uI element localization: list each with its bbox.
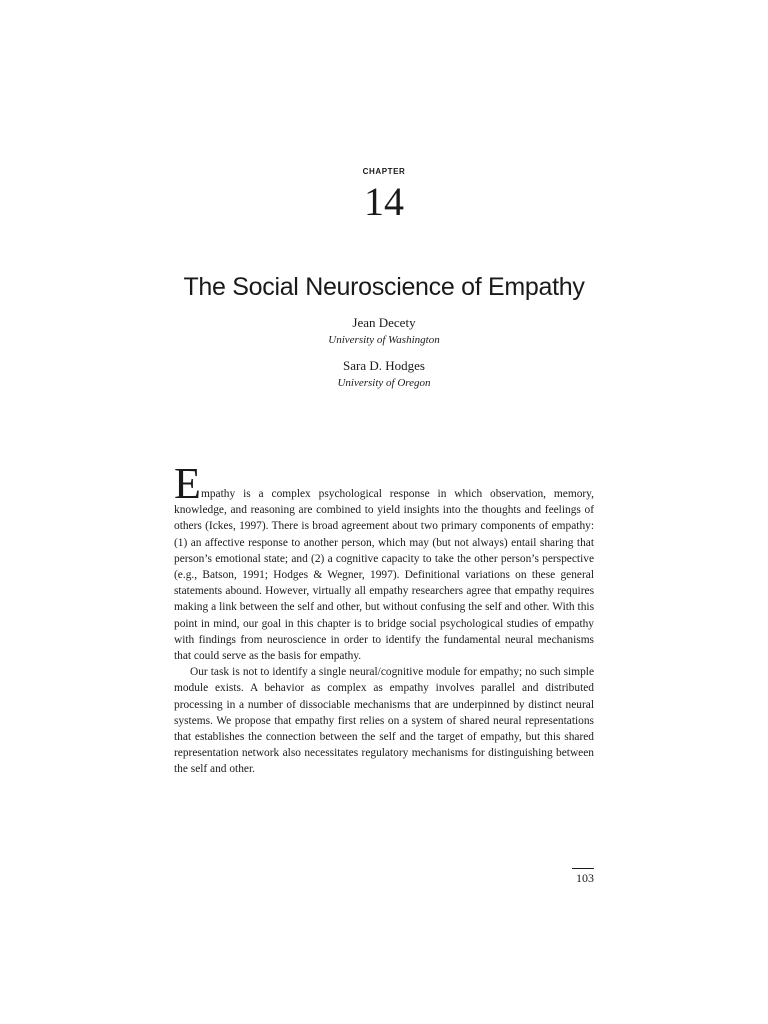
chapter-label: CHAPTER bbox=[362, 167, 406, 176]
body-text bbox=[174, 486, 594, 778]
page-number: 103 bbox=[576, 871, 594, 885]
paragraph-2: Our task is not to identify a single neural/cognitive module for empathy; no such simple module exists. A behavior as complex as empathy involves parallel and distributed processing in a number of dissociable mechanisms that are underpinned by distinct neural systems. We propose that empathy first relies on a system of shared neural representations that establishes the connection between the self and the target of empathy, but this shared representation network also necessitates regulatory mechanisms for distinguishing between the self and other. bbox=[174, 666, 594, 776]
chapter-number: 14 bbox=[364, 179, 404, 224]
author-affiliation-1: University of Washington bbox=[328, 334, 440, 346]
page-number-rule bbox=[572, 868, 594, 869]
drop-cap: E bbox=[174, 459, 201, 508]
chapter-title: The Social Neuroscience of Empathy bbox=[183, 273, 585, 301]
paragraph-1 bbox=[174, 486, 594, 664]
author-affiliation-2: University of Oregon bbox=[337, 377, 431, 389]
author-name-1: Jean Decety bbox=[352, 315, 416, 330]
author-name-2: Sara D. Hodges bbox=[343, 358, 425, 373]
paragraph-1-text: mpathy is a complex psychological response in which observation, memory, knowledge, and reasoning are combined to yield insights into the thoughts and feelings of others (Ickes, 1997). There is broad agreement about two primary components of empathy: (1) an affective response to another person, which may (but not always) entail sharing that person’s emotional state; and (2) a cognitive capacity to take the other person’s perspective (e.g., Batson, 1991; Hodges & Wegner, 1997). Definitional variations on these general statements abound. However, virtually all empathy researchers agree that empathy requires making a link between the self and other, but without confusing the self and other. With this point in mind, our goal in this chapter is to bridge social psychological studies of empathy with findings from neuroscience in order to identify the fundamental neural mechanisms that could serve as the basis for empathy. bbox=[174, 488, 594, 663]
